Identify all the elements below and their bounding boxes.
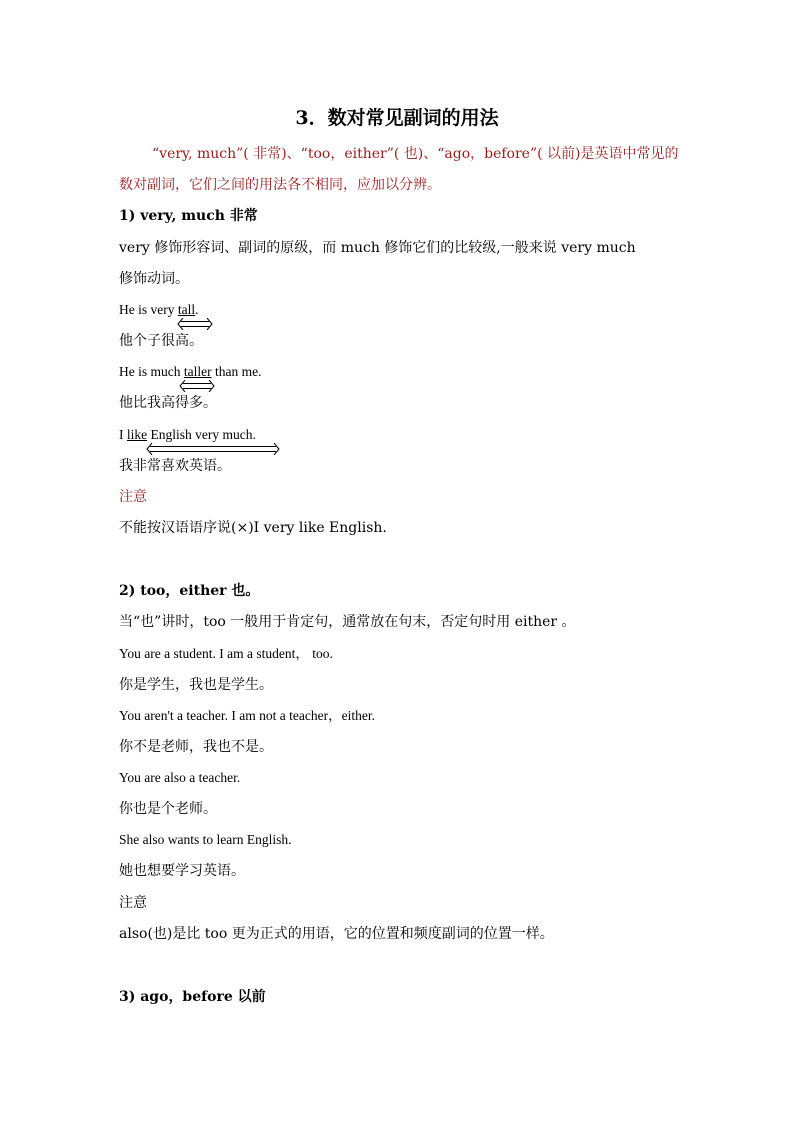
example-1-after: .	[195, 302, 199, 317]
intro-line-1: “very, much”( 非常)、“too，either”( 也)、“ago，before”( 以前)是英语中常见的	[152, 146, 679, 162]
section-2-note-text: also(也)是比 too 更为正式的用语，它的位置和频度副词的位置一样。	[119, 926, 554, 942]
section-3-heading: 3) ago，before 以前	[119, 989, 266, 1005]
double-arrow-icon	[177, 318, 213, 330]
example-1-en	[119, 301, 198, 319]
section-2-example-2-en: You aren't a teacher. I am not a teacher，either.	[119, 708, 375, 723]
example-1-zh: 他个子很高。	[119, 333, 203, 349]
example-3-en	[119, 426, 256, 444]
double-arrow-icon	[146, 443, 280, 455]
example-2-en	[119, 363, 261, 381]
section-2-heading: 2) too，either 也。	[119, 583, 260, 599]
section-1-desc-line-2: 修饰动词。	[119, 271, 189, 287]
example-2-after: than me.	[211, 364, 262, 379]
section-2-note-label: 注意	[119, 895, 147, 911]
example-1-underlined: tall	[177, 302, 196, 317]
double-arrow-icon	[179, 380, 215, 392]
section-1-desc-line-1: very 修饰形容词、副词的原级，而 much 修饰它们的比较级,一般来说 very much	[119, 240, 636, 256]
example-3-after: English very much.	[147, 427, 256, 442]
section-2-example-2-zh: 你不是老师，我也不是。	[119, 739, 273, 755]
section-2-example-1-zh: 你是学生，我也是学生。	[119, 677, 273, 693]
section-2-example-4-en: She also wants to learn English.	[119, 832, 292, 847]
example-3-zh: 我非常喜欢英语。	[119, 458, 231, 474]
example-3-before: I	[119, 427, 127, 442]
section-1-note-text: 不能按汉语语序说(×)I very like English.	[119, 520, 387, 536]
page-title: 3．数对常见副词的用法	[295, 107, 499, 129]
section-2-desc: 当“也”讲时，too 一般用于肯定句，通常放在句末，否定句时用 either 。	[119, 614, 576, 630]
section-1-heading: 1) very, much 非常	[119, 208, 258, 224]
section-2-example-4-zh: 她也想要学习英语。	[119, 863, 245, 879]
example-3-underlined: like	[126, 427, 148, 442]
section-2-example-3-en: You are also a teacher.	[119, 770, 241, 785]
example-2-underlined: taller	[183, 364, 212, 379]
intro-line-2: 数对副词，它们之间的用法各不相同，应加以分辨。	[119, 177, 441, 193]
example-2-zh: 他比我高得多。	[119, 395, 217, 411]
example-1-before: He is very	[119, 302, 178, 317]
section-1-note-label: 注意	[119, 489, 147, 505]
section-2-example-1-en: You are a student. I am a student， too.	[119, 646, 333, 661]
section-2-example-3-zh: 你也是个老师。	[119, 801, 217, 817]
example-2-before: He is much	[119, 364, 184, 379]
